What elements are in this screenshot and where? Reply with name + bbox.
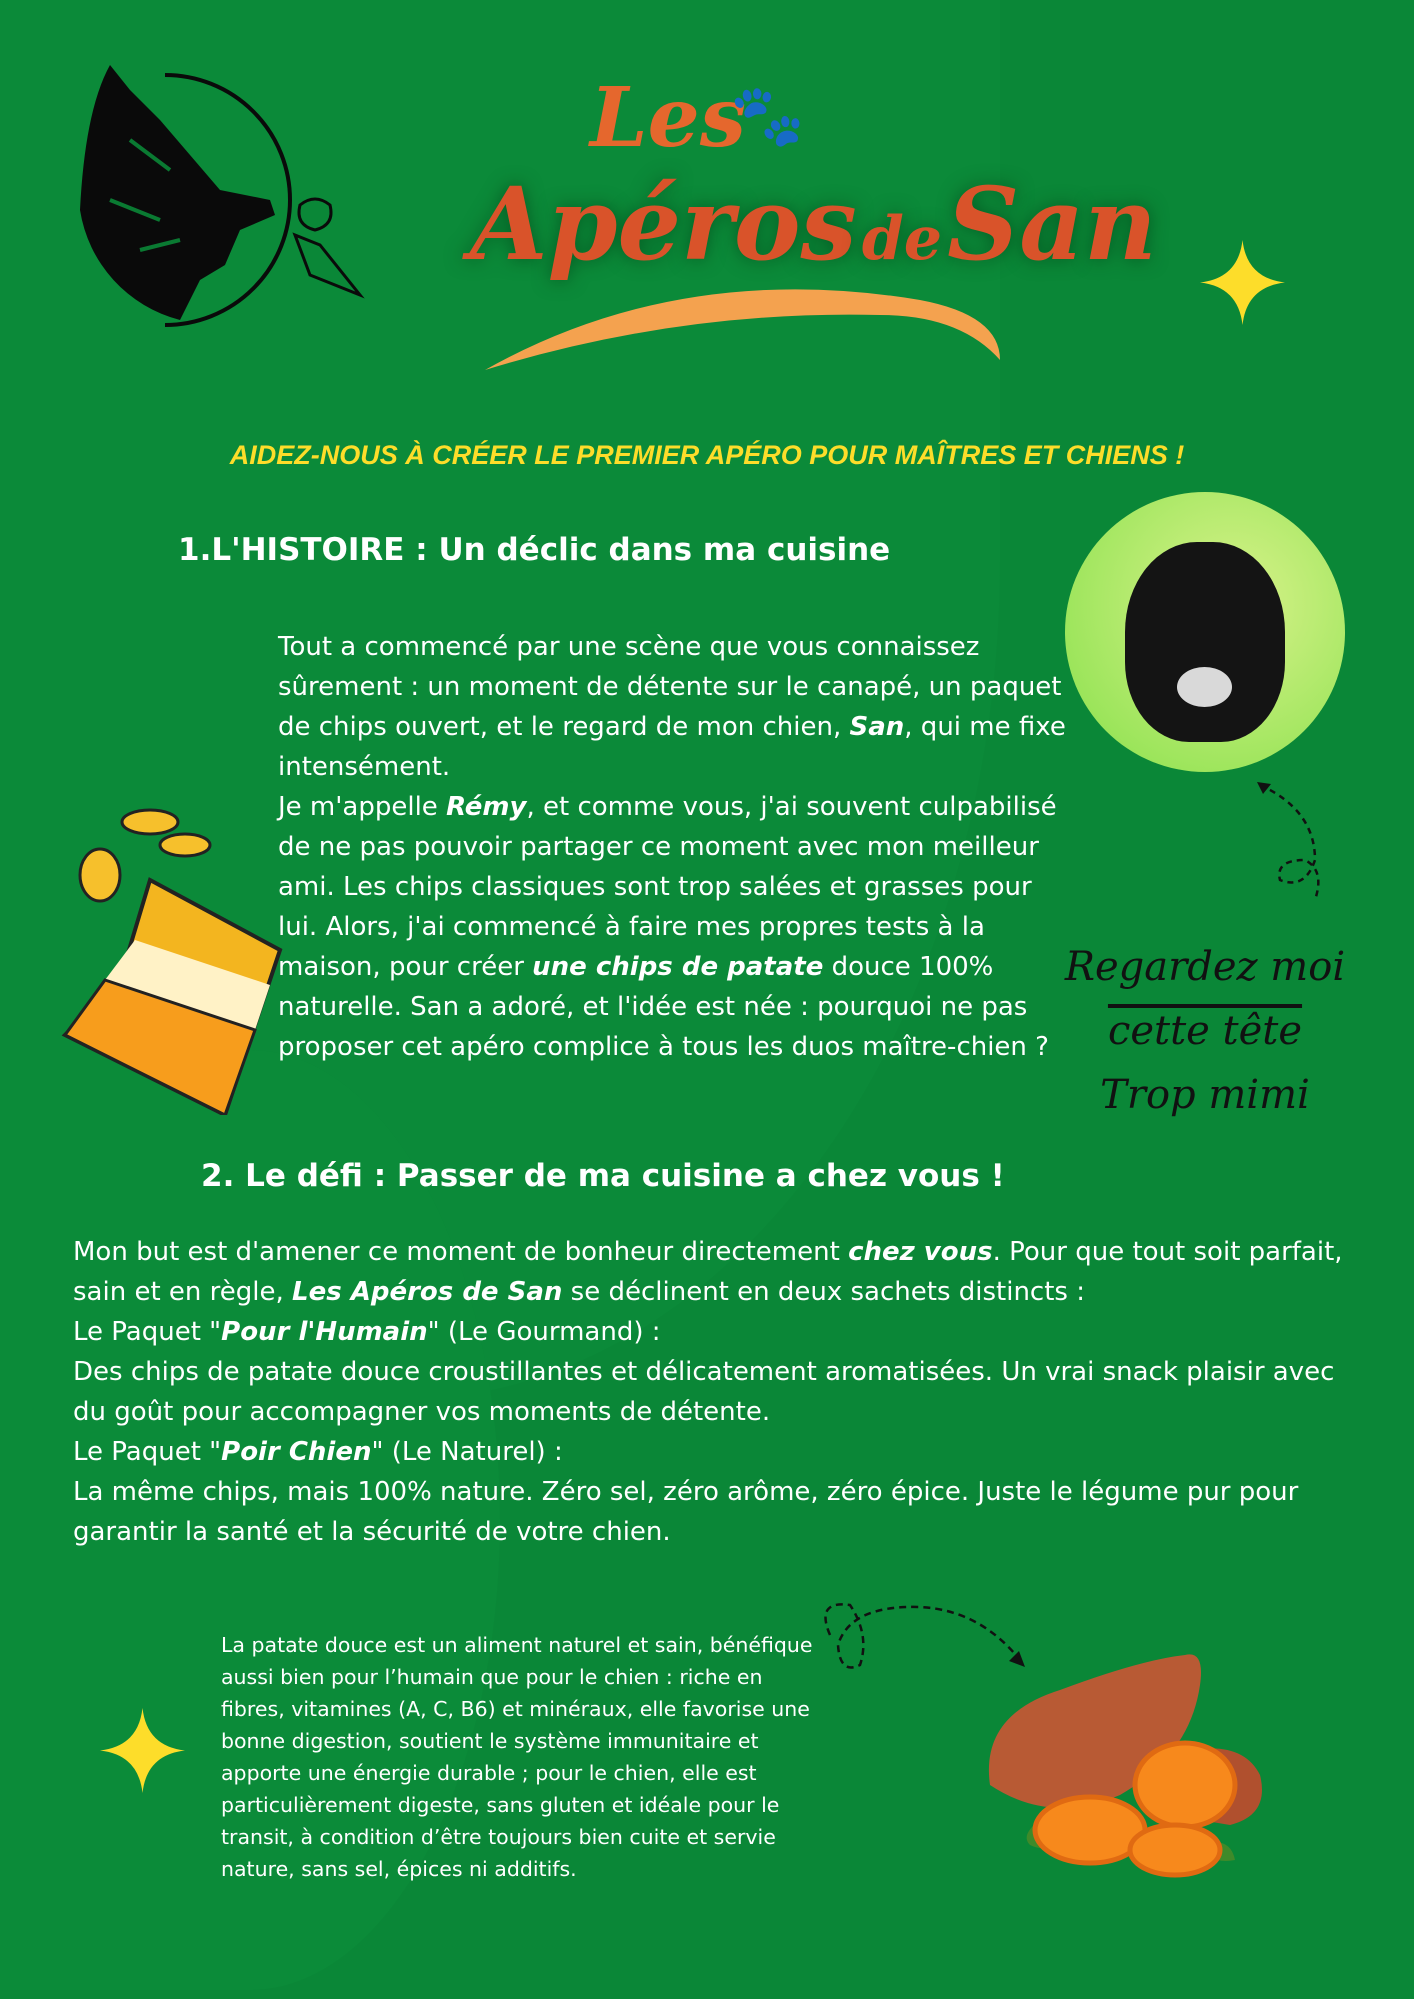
challenge-paragraph	[73, 1232, 1343, 1552]
text: Le Paquet "	[73, 1317, 222, 1347]
text: , qui me fixe intensément.	[278, 712, 1066, 782]
text: se déclinent en deux sachets distincts :	[562, 1277, 1085, 1307]
sparkle-icon	[100, 1708, 185, 1793]
tagline: AIDEZ-NOUS À CRÉER LE PREMIER APÉRO POUR MAÎTRES ET CHIENS !	[229, 440, 1185, 470]
text: Mon but est d'amener ce moment de bonheur directement	[73, 1237, 849, 1267]
dashed-arrow-icon	[1255, 780, 1335, 910]
paw-icon: 🐾	[730, 81, 805, 151]
bold-chips: une chips de patate	[532, 952, 824, 982]
logo-les: Les	[590, 70, 746, 166]
text: " (Le Gourmand) :	[427, 1317, 661, 1347]
logo-aperos: Apéros	[470, 165, 857, 283]
handwritten-line: Regardez moi	[1064, 944, 1346, 990]
handwritten-line: cette tête	[1107, 1008, 1303, 1054]
bold-text: Les Apéros de San	[292, 1277, 563, 1307]
section2-title: 2. Le défi : Passer de ma cuisine a chez vous !	[201, 1158, 1005, 1194]
dog-logo	[70, 50, 390, 350]
bold-san: San	[849, 712, 905, 742]
dog-photo	[1065, 492, 1345, 772]
pack-human-name: Pour l'Humain	[221, 1317, 428, 1347]
pack-dog-desc: La même chips, mais 100% nature. Zéro sel, zéro arôme, zéro épice. Juste le légume pur pour garantir la santé et la sécurité de votre chien.	[73, 1477, 1299, 1547]
sweet-potato-info: La patate douce est un aliment naturel et sain, bénéfique aussi bien pour l’humain que pour le chien : riche en fibres, vitamines (A, C, B6) et minéraux, elle favorise une bonne digestion, soutient le système immunitaire et apporte une énergie durable ; pour le chien, elle est particulièrement digeste, sans gluten et idéale pour le transit, à condition d’être toujours bien cuite et servie nature, sans sel, épices ni additifs.	[221, 1633, 813, 1881]
handwritten-line: Trop mimi	[1100, 1072, 1310, 1118]
sparkle-icon	[1200, 240, 1285, 325]
logo-de: de	[861, 204, 943, 274]
handwritten-note	[1050, 935, 1360, 1127]
text: , et comme vous, j'ai souvent culpabilisé de ne pas pouvoir partager ce moment avec mon meilleur ami. Les chips classiques sont trop salées et grasses pour lui. Alors, j'ai commencé à faire mes propres tests à la maison, pour créer	[278, 792, 1057, 982]
section1-title: 1.L'HISTOIRE : Un déclic dans ma cuisine	[178, 532, 891, 568]
text: . Pour que tout soit parfait, sain et en règle,	[73, 1237, 1343, 1307]
story-paragraph	[278, 627, 1078, 1067]
bold-remy: Rémy	[446, 792, 527, 822]
text: " (Le Naturel) :	[371, 1437, 563, 1467]
logo-swoosh	[480, 270, 1100, 380]
chips-bag-illustration	[55, 800, 285, 1115]
text: Je m'appelle	[278, 792, 447, 822]
logo-san: San	[947, 165, 1157, 283]
brand-logo	[440, 60, 1157, 370]
text: Tout a commencé par une scène que vous connaissez sûrement : un moment de détente sur le canapé, un paquet de chips ouvert, et le regard de mon chien,	[278, 632, 1062, 742]
text: Le Paquet "	[73, 1437, 222, 1467]
pack-human-desc: Des chips de patate douce croustillantes et délicatement aromatisées. Un vrai snack plaisir avec du goût pour accompagner vos moments de détente.	[73, 1357, 1335, 1427]
text: douce 100% naturelle. San a adoré, et l'idée est née : pourquoi ne pas proposer cet apéro complice à tous les duos maître-chien ?	[278, 952, 1049, 1062]
bold-text: chez vous	[848, 1237, 993, 1267]
sweet-potato-illustration	[970, 1645, 1280, 1890]
pack-dog-name: Poir Chien	[221, 1437, 372, 1467]
